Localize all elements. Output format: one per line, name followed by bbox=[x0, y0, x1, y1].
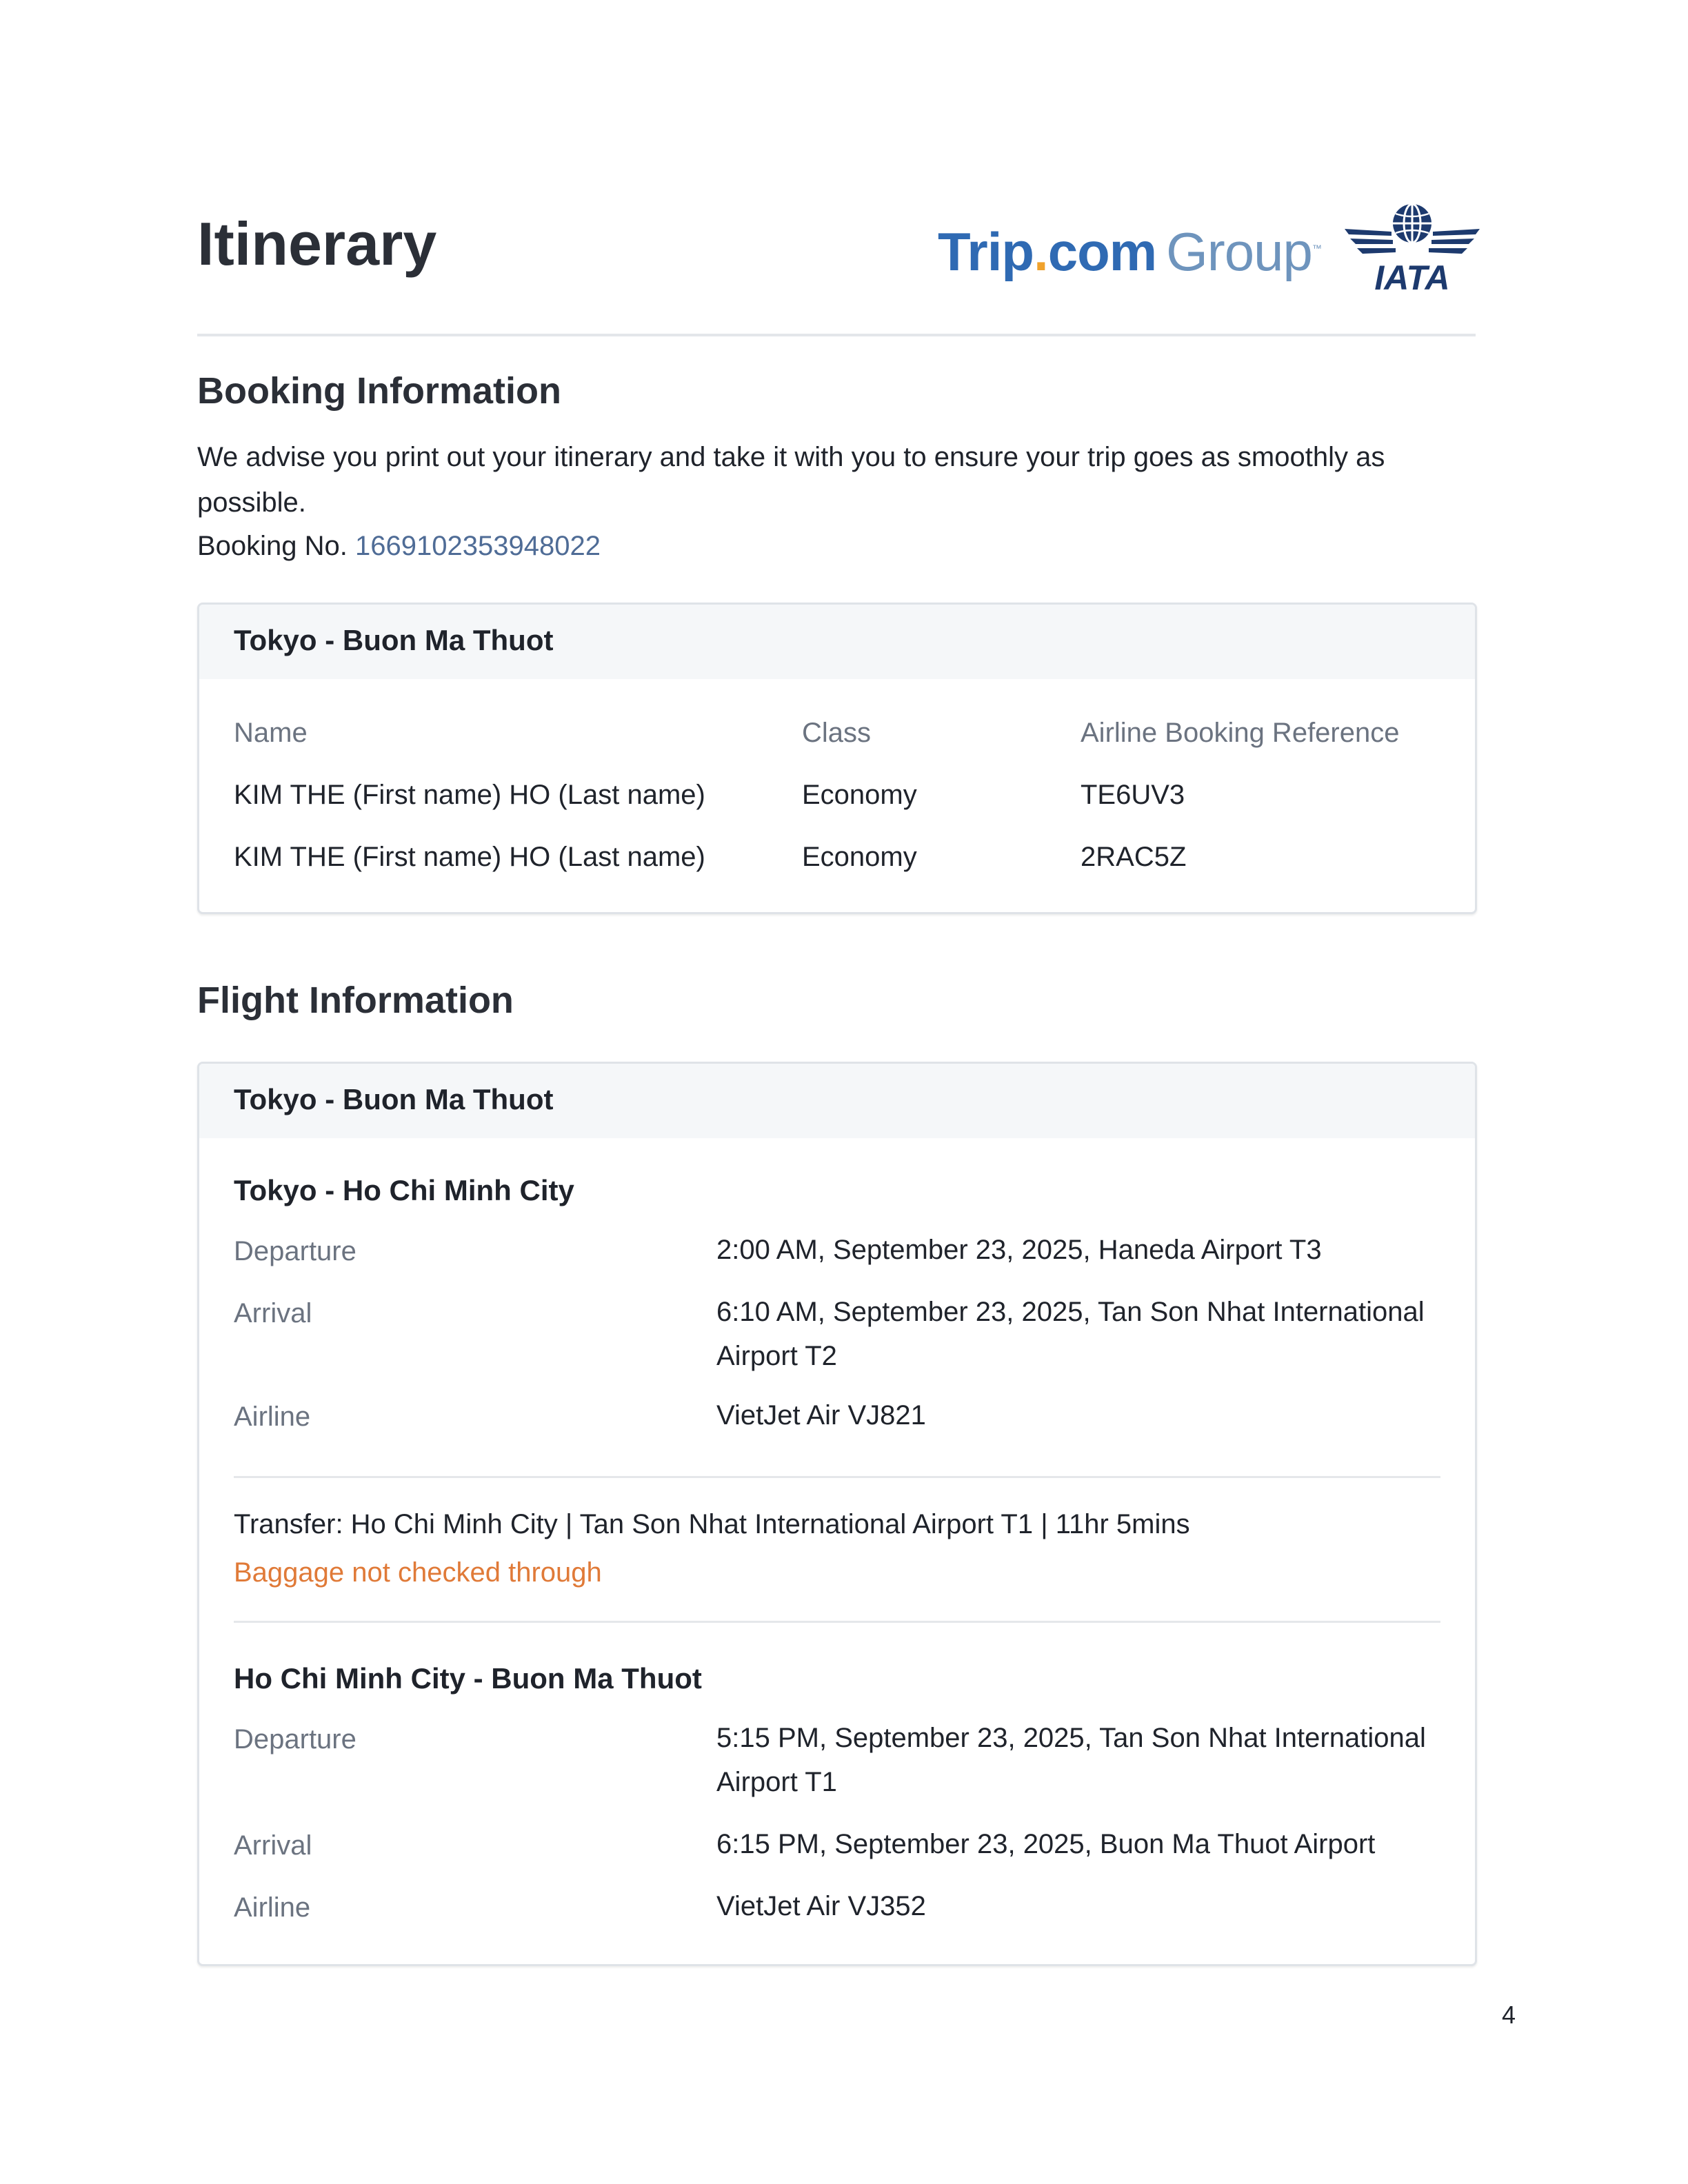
booking-number: 1669102353948022 bbox=[355, 531, 601, 561]
iata-logo-text: IATA bbox=[1374, 259, 1450, 296]
passenger-class: Economy bbox=[802, 780, 917, 810]
airline-booking-reference: 2RAC5Z bbox=[1081, 842, 1187, 872]
departure-label: Departure bbox=[234, 1724, 356, 1755]
flight-information-heading: Flight Information bbox=[197, 980, 514, 1021]
column-header-name: Name bbox=[234, 718, 308, 748]
arrival-value: 6:10 AM, September 23, 2025, Tan Son Nhat International Airport T2 bbox=[716, 1297, 1425, 1371]
flight-card-header bbox=[199, 1064, 1475, 1138]
departure-label: Departure bbox=[234, 1236, 356, 1266]
logo-group bbox=[938, 200, 1489, 296]
airline-value: VietJet Air VJ821 bbox=[716, 1400, 926, 1430]
print-advice-text: We advise you print out your itinerary and take it with you to ensure your trip goes as smoothly as possible. bbox=[197, 442, 1385, 518]
arrival-label: Arrival bbox=[234, 1830, 312, 1861]
booking-number-line bbox=[197, 525, 601, 567]
departure-value: 5:15 PM, September 23, 2025, Tan Son Nhat International Airport T1 bbox=[716, 1723, 1426, 1797]
airline-label: Airline bbox=[234, 1892, 311, 1923]
column-header-class: Class bbox=[802, 718, 872, 748]
segment-title: Tokyo - Ho Chi Minh City bbox=[234, 1174, 574, 1206]
baggage-warning: Baggage not checked through bbox=[234, 1557, 602, 1588]
arrival-label: Arrival bbox=[234, 1298, 312, 1328]
tripcom-logo-group: Group bbox=[1166, 221, 1312, 282]
page-title: Itinerary bbox=[197, 210, 437, 278]
column-header-airline-booking-reference: Airline Booking Reference bbox=[1081, 718, 1400, 748]
tripcom-group-logo bbox=[938, 221, 1321, 282]
passenger-card bbox=[197, 603, 1477, 914]
flight-card-title: Tokyo - Buon Ma Thuot bbox=[234, 1083, 554, 1115]
passenger-name: KIM THE (First name) HO (Last name) bbox=[234, 780, 705, 810]
departure-value: 2:00 AM, September 23, 2025, Haneda Airport T3 bbox=[716, 1235, 1322, 1265]
flight-card bbox=[197, 1062, 1477, 1966]
airline-value: VietJet Air VJ352 bbox=[716, 1891, 926, 1921]
passenger-card-title: Tokyo - Buon Ma Thuot bbox=[234, 624, 554, 656]
tripcom-logo-trademark: ™ bbox=[1312, 243, 1321, 254]
arrival-value: 6:15 PM, September 23, 2025, Buon Ma Thuot Airport bbox=[716, 1829, 1376, 1859]
airline-booking-reference: TE6UV3 bbox=[1081, 780, 1185, 810]
booking-number-label: Booking No. bbox=[197, 531, 348, 561]
passenger-name: KIM THE (First name) HO (Last name) bbox=[234, 842, 705, 872]
iata-logo bbox=[1343, 200, 1481, 296]
header-divider bbox=[197, 334, 1476, 336]
transfer-info: Transfer: Ho Chi Minh City | Tan Son Nhat International Airport T1 | 11hr 5mins bbox=[234, 1509, 1190, 1539]
booking-information-heading: Booking Information bbox=[197, 370, 561, 412]
airline-label: Airline bbox=[234, 1402, 311, 1432]
page-number: 4 bbox=[1502, 2001, 1516, 2029]
passenger-class: Economy bbox=[802, 842, 917, 872]
transfer-divider-bottom bbox=[234, 1621, 1440, 1623]
tripcom-logo-trip: Trip bbox=[938, 221, 1034, 282]
segment-title: Ho Chi Minh City - Buon Ma Thuot bbox=[234, 1662, 702, 1695]
passenger-card-header bbox=[199, 605, 1475, 679]
tripcom-logo-dot: . bbox=[1034, 221, 1048, 282]
transfer-divider-top bbox=[234, 1476, 1440, 1478]
tripcom-logo-com: com bbox=[1047, 221, 1157, 282]
